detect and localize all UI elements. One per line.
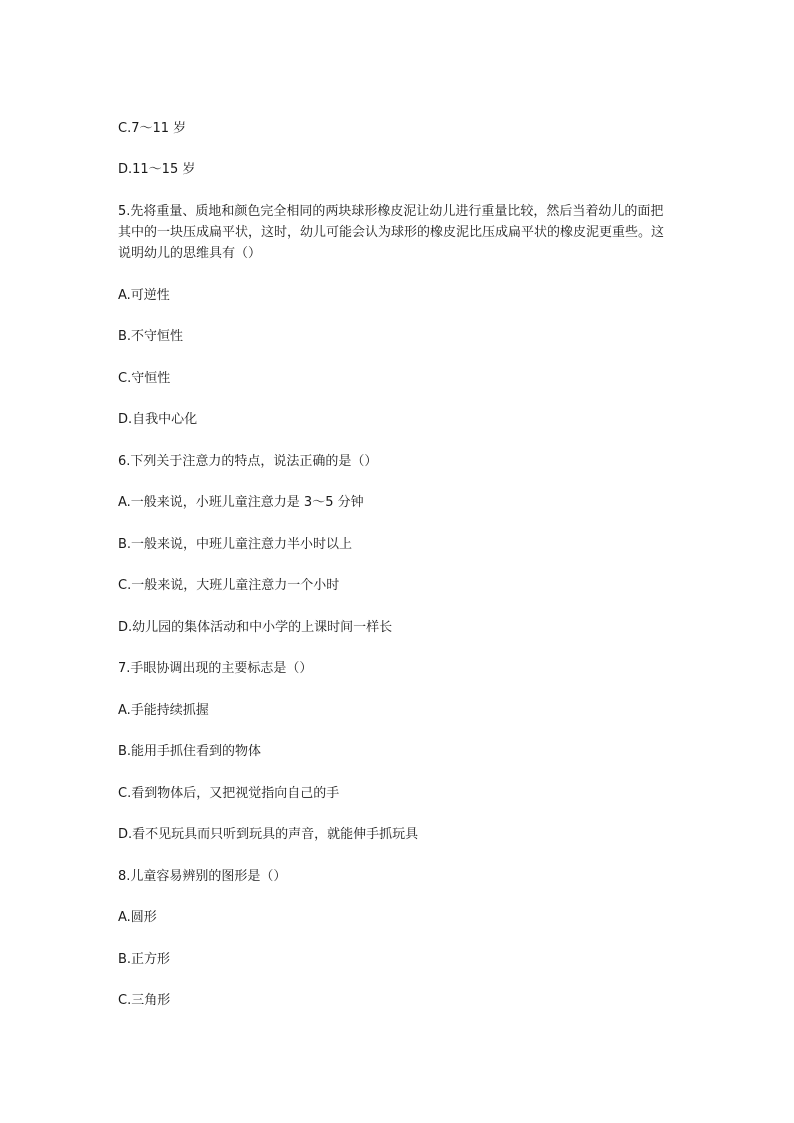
option-d-q4: D.11～15 岁 [118, 162, 196, 177]
option-c-q6: C.一般来说，大班儿童注意力一个小时 [118, 578, 340, 593]
option-b-q7: B.能用手抓住看到的物体 [118, 744, 262, 759]
question-7: 7.手眼协调出现的主要标志是（） [118, 661, 313, 676]
option-b-q5: B.不守恒性 [118, 329, 184, 344]
option-c-q5: C.守恒性 [118, 371, 171, 386]
question-5: 5.先将重量、质地和颜色完全相同的两块球形橡皮泥让幼儿进行重量比较，然后当着幼儿的面把其中的一块压成扁平状，这时，幼儿可能会认为球形的橡皮泥比压成扁平状的橡皮泥更重些。这说明幼儿的思维具有（） [118, 204, 665, 261]
question-6: 6.下列关于注意力的特点，说法正确的是（） [118, 454, 378, 469]
option-b-q6: B.一般来说，中班儿童注意力半小时以上 [118, 537, 353, 552]
option-a-q5: A.可逆性 [118, 288, 170, 303]
option-d-q5: D.自我中心化 [118, 412, 198, 427]
option-a-q6: A.一般来说，小班儿童注意力是 3～5 分钟 [118, 495, 364, 510]
option-d-q7: D.看不见玩具而只听到玩具的声音，就能伸手抓玩具 [118, 827, 419, 842]
option-c-q7: C.看到物体后，又把视觉指向自己的手 [118, 786, 340, 801]
question-8: 8.儿童容易辨别的图形是（） [118, 869, 287, 884]
option-b-q8: B.正方形 [118, 952, 171, 967]
option-d-q6: D.幼儿园的集体活动和中小学的上课时间一样长 [118, 620, 393, 635]
option-c-q8: C.三角形 [118, 993, 171, 1008]
option-c-q4: C.7～11 岁 [118, 121, 187, 136]
option-a-q8: A.圆形 [118, 910, 157, 925]
option-a-q7: A.手能持续抓握 [118, 703, 209, 718]
